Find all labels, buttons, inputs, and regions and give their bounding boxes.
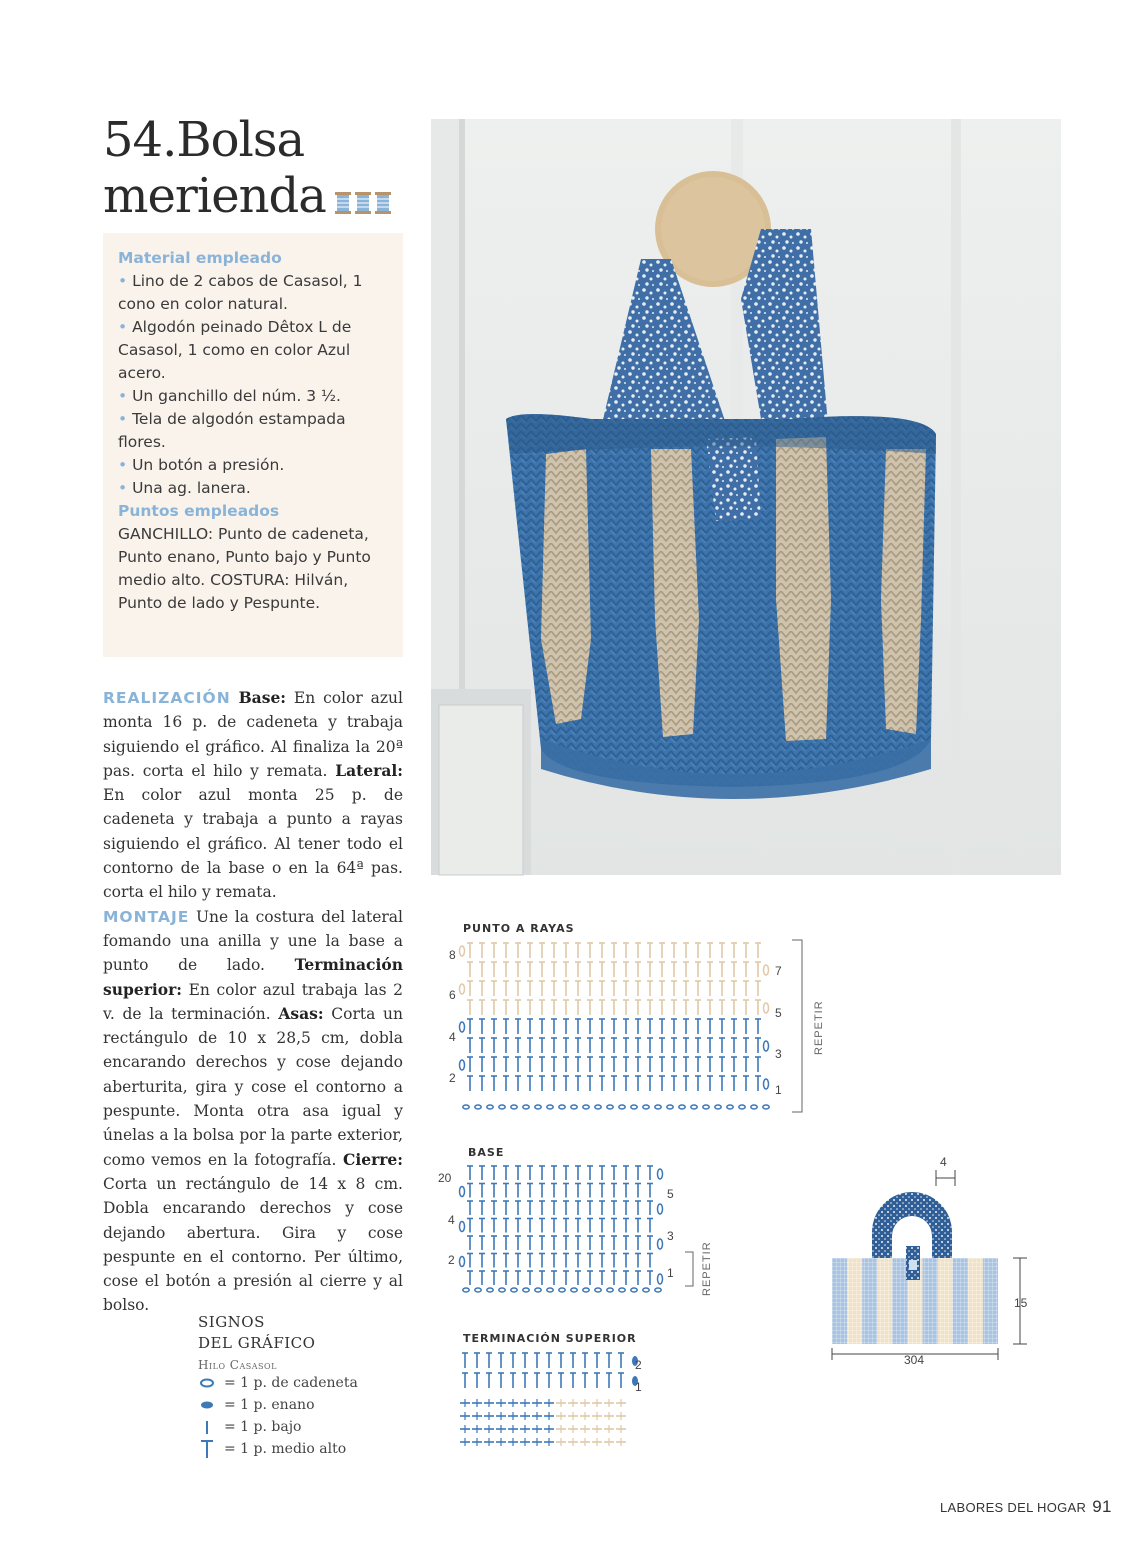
cierre-label: Cierre: [342, 1149, 403, 1169]
single-crochet-icon [198, 1418, 216, 1436]
lateral-text: En color azul monta 25 p. de cadeneta y trabaja a punto a rayas siguiendo el gráfico. Al tener todo el contorno de la base o en la 64ª pas. corta el hilo y remata. [103, 786, 403, 902]
row-number: 6 [449, 988, 456, 1002]
chart-terminacion-superior [455, 1345, 655, 1455]
magazine-name: LABORES DEL HOGAR [940, 1500, 1087, 1515]
material-item: • Una ag. lanera. [118, 477, 391, 500]
row-number: 7 [775, 964, 782, 978]
row-number: 20 [438, 1171, 452, 1185]
row-number: 4 [449, 1030, 456, 1044]
row-number: 2 [448, 1253, 455, 1267]
chart-title-terminacion: TERMINACIÓN SUPERIOR [463, 1332, 637, 1345]
difficulty-spool-icons [334, 172, 394, 228]
row-number: 1 [667, 1266, 674, 1280]
repeat-bracket [685, 1252, 693, 1286]
material-item: • Tela de algodón estampada flores. [118, 408, 391, 454]
repeat-bracket [792, 940, 802, 1112]
row-number: 3 [775, 1047, 782, 1061]
page-title [103, 112, 394, 228]
legend-item [198, 1416, 358, 1438]
terminacion-text: En color azul trabaja las 2 v. de la terminación. [103, 980, 403, 1023]
legend-label: = 1 p. bajo [224, 1419, 302, 1435]
legend-label: = 1 p. medio alto [224, 1441, 347, 1457]
materials-heading: Material empleado [118, 249, 282, 267]
title-line-1: 54.Bolsa [103, 112, 305, 168]
slip-stitch-icon [198, 1398, 216, 1412]
materials-panel [103, 233, 403, 657]
legend-heading-1: SIGNOS [198, 1313, 265, 1331]
terminacion-label: Terminación superior: [103, 955, 403, 999]
instructions-text [103, 686, 403, 1318]
stitch-legend [198, 1312, 358, 1460]
stitches-heading: Puntos empleados [118, 502, 280, 520]
row-number: 4 [448, 1213, 455, 1227]
chart-title-rayas: PUNTO A RAYAS [463, 922, 575, 935]
material-item: • Un botón a presión. [118, 454, 391, 477]
row-number: 1 [775, 1083, 782, 1097]
title-line-2: merienda [103, 168, 326, 224]
montaje-label: MONTAJE [103, 907, 190, 926]
dimension-label: 15 [1014, 1296, 1028, 1310]
legend-label: = 1 p. enano [224, 1397, 315, 1413]
bag-photo [431, 119, 1061, 875]
row-number: 1 [635, 1380, 642, 1394]
row-number: 8 [449, 948, 456, 962]
page-footer [940, 1497, 1112, 1517]
half-double-crochet-icon [198, 1438, 216, 1460]
chain-stitch-icon [198, 1376, 216, 1390]
legend-label: = 1 p. de cadeneta [224, 1375, 358, 1391]
page-number: 91 [1092, 1497, 1112, 1516]
base-text: En color azul monta 16 p. de cadeneta y trabaja siguiendo el gráfico. Al finaliza la 20ª pas. corta el hilo y remata. [103, 689, 403, 780]
asas-text: Corta un rectángulo de 10 x 28,5 cm, dobla encarando derechos y cose dejando aberturita, gira y cose el contorno a pespunte. Monta otra asa igual y únelas a la bolsa por la parte exterior, como vemos en la fotografía. [103, 1004, 403, 1169]
dimension-label: 4 [940, 1155, 947, 1169]
row-number: 2 [635, 1358, 642, 1372]
row-number: 5 [667, 1187, 674, 1201]
realizacion-label: REALIZACIÓN [103, 689, 231, 707]
row-number: 2 [449, 1071, 456, 1085]
lateral-label: Lateral: [335, 760, 403, 780]
row-number: 3 [667, 1229, 674, 1243]
chart-base [435, 1160, 725, 1300]
repeat-label: REPETIR [813, 1000, 825, 1055]
legend-item [198, 1438, 358, 1460]
dimension-label: 304 [904, 1353, 925, 1367]
stitches-text: GANCHILLO: Punto de cadeneta, Punto enano, Punto bajo y Punto medio alto. COSTURA: Hilván, Punto de lado y Pespunte. [118, 525, 371, 612]
cierre-text: Corta un rectángulo de 14 x 8 cm. Dobla encarando derechos y cose dejando abertura. Gira y cose pespunte en el contorno. Per último, cose el botón a presión al cierre y al bolso. [103, 1174, 403, 1315]
material-item: • Un ganchillo del núm. 3 ½. [118, 385, 391, 408]
material-item: • Lino de 2 cabos de Casasol, 1 cono en color natural. [118, 270, 391, 316]
legend-item [198, 1372, 358, 1394]
legend-brand: Hilo Casasol [198, 1358, 277, 1372]
base-label: Base: [238, 688, 287, 707]
bag-schematic [820, 1150, 1050, 1380]
repeat-label: REPETIR [701, 1241, 713, 1296]
legend-item [198, 1394, 358, 1416]
chart-title-base: BASE [468, 1146, 505, 1159]
row-number: 5 [775, 1006, 782, 1020]
legend-heading-2: DEL GRÁFICO [198, 1334, 316, 1352]
montaje-text: Une la costura del lateral fomando una anilla y une la base a punto de lado. [103, 907, 403, 975]
material-item: • Algodón peinado Dêtox L de Casasol, 1 como en color Azul acero. [118, 316, 391, 385]
asas-label: Asas: [278, 1003, 324, 1023]
chart-punto-a-rayas [440, 935, 825, 1120]
